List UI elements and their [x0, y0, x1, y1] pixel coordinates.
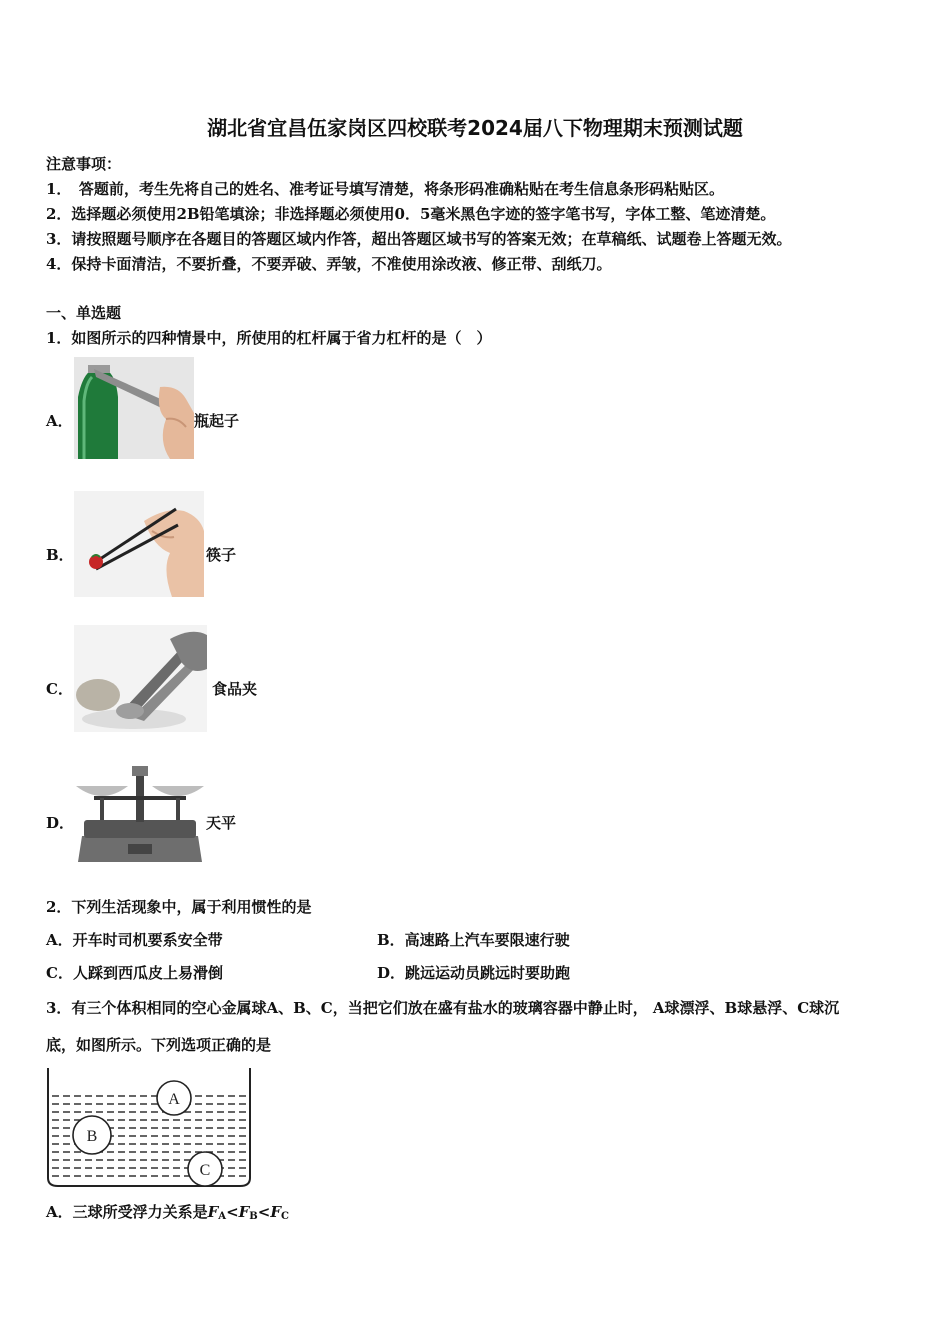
notice-item-4: 4．保持卡面清洁，不要折叠，不要弄破、弄皱，不准使用涂改液、修正带、刮纸刀。	[46, 255, 612, 273]
less-than-2: <	[257, 1203, 271, 1221]
chopsticks-photo	[74, 491, 204, 597]
option-b-label: B．	[46, 546, 74, 564]
force-symbol-a: F	[207, 1203, 219, 1221]
page-title: 湖北省宜昌伍家岗区四校联考2024届八下物理期末预测试题	[207, 116, 743, 140]
option-a-text: 瓶起子	[194, 412, 240, 430]
option-d-text: 天平	[206, 814, 237, 832]
bottle-opener-photo	[74, 357, 194, 459]
question-1-stem: 1．如图所示的四种情景中，所使用的杠杆属于省力杠杆的是（ ）	[46, 329, 492, 347]
force-sub-a: A	[218, 1211, 227, 1222]
option-b-text: 筷子	[206, 546, 237, 564]
q2-option-d: D．跳远运动员跳远时要助跑	[377, 964, 571, 982]
force-sub-b: B	[249, 1211, 258, 1222]
ball-b-label: B	[86, 1128, 98, 1145]
question-3-stem-line-1: 3．有三个体积相同的空心金属球A、B、C，当把它们放在盛有盐水的玻璃容器中静止时， A球漂浮、B球悬浮、C球沉	[46, 999, 840, 1017]
q2-option-a: A．开车时司机要系安全带	[46, 931, 223, 949]
ball-a	[157, 1081, 191, 1115]
ball-a-label: A	[168, 1091, 180, 1108]
notice-heading: 注意事项：	[46, 155, 122, 173]
food-tongs-photo	[74, 625, 207, 732]
notice-item-2: 2．选择题必须使用2B铅笔填涂；非选择题必须使用0．5毫米黑色字迹的签字笔书写，字体工整、笔迹清楚。	[46, 205, 776, 223]
question-2-stem: 2．下列生活现象中，属于利用惯性的是	[46, 898, 312, 916]
notice-item-3: 3．请按照题号顺序在各题目的答题区域内作答，超出答题区域书写的答案无效；在草稿纸、试题卷上答题无效。	[46, 230, 792, 248]
force-sub-c: C	[280, 1211, 289, 1222]
q2-option-c: C．人踩到西瓜皮上易滑倒	[46, 964, 223, 982]
option-c-text: 食品夹	[212, 680, 258, 698]
section-heading: 一、单选题	[46, 304, 122, 322]
ball-c-label: C	[199, 1162, 211, 1179]
less-than-1: <	[226, 1203, 239, 1221]
question-3-stem-line-2: 底，如图所示。下列选项正确的是	[46, 1036, 272, 1054]
force-symbol-b: F	[238, 1203, 250, 1221]
option-d-label: D．	[46, 814, 75, 832]
container-diagram	[46, 1066, 252, 1190]
ball-b	[73, 1116, 111, 1154]
option-c-label: C．	[46, 680, 73, 698]
option-a-label: A．	[46, 412, 73, 430]
q3-option-a	[46, 1201, 289, 1222]
container-svg	[46, 1066, 252, 1190]
ball-c	[188, 1152, 222, 1186]
force-symbol-c: F	[270, 1203, 281, 1221]
q2-option-b: B．高速路上汽车要限速行驶	[377, 931, 570, 949]
q3-option-a-prefix: A．三球所受浮力关系是	[46, 1203, 208, 1221]
notice-item-1: 1． 答题前，考生先将自己的姓名、准考证号填写清楚，将条形码准确粘贴在考生信息条形码粘贴区。	[46, 180, 724, 198]
balance-scale-photo	[74, 758, 206, 866]
